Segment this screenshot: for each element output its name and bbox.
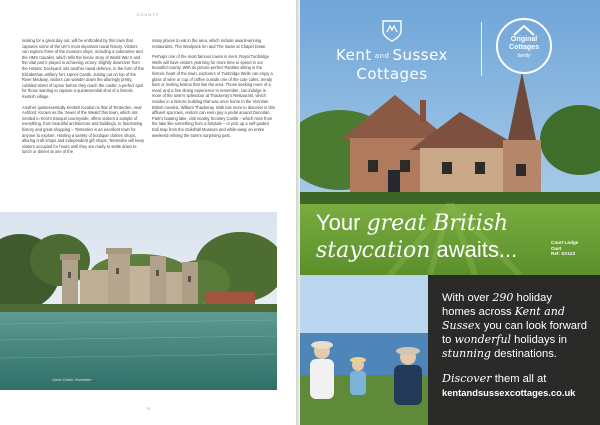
promo-text-part: holidays in: [511, 334, 568, 346]
promo-text-part: you can look forward to: [442, 320, 587, 346]
promo-emphasis: stunning: [442, 347, 491, 360]
original-cottages-badge: [496, 18, 552, 74]
article-column-2: [152, 38, 276, 143]
paragraph: Another quintessentially Kentish location is that of Tenterden, near Ashford. Known as the 'Jewel of the Weald' this town, which sits nestled in Kent's tranquil countryside, offers visitors a sample of everything, from beautiful architecture and buildings, to fascinating history and great shopping – Tenterden is an excellent town for anyone to explore. Hosting a variety of boutique clothes shops, alluring craft shops and independent gift shops, Tenterden will keep visitors occupied for hours until they are ready to settle down to lunch or dinner at one of the: [22, 104, 144, 155]
promo-region: Kent and Sussex: [442, 305, 565, 332]
caption-line: Court Lodge: [551, 240, 579, 245]
badge-line-3: family: [517, 53, 531, 59]
headline-great-british: great British: [366, 211, 509, 236]
left-page: [0, 0, 296, 425]
property-caption: [551, 240, 595, 257]
headline-staycation: staycation: [316, 238, 431, 263]
brand-name-cottages: Cottages: [356, 64, 428, 83]
brand-name-kent: Kent: [336, 46, 372, 64]
photo-credit: Upnor Castle, Rochester: [52, 378, 92, 382]
brand-name-sussex: Sussex: [392, 46, 448, 64]
discover-text: [442, 372, 588, 400]
promo-box: [428, 275, 600, 425]
promo-text-part: destinations.: [490, 348, 557, 360]
discover-ital: Discover: [442, 372, 492, 385]
article-column-1: [22, 38, 144, 160]
paragraph: Perhaps one of the most famous towns in Kent, Royal Tunbridge Wells will have visitors yearning for more time to spend in our beautiful county. With its picture-perfect Pantiles sitting in the historic heart of the town, explorers of Tunbridge Wells can enjoy a glass of wine or cup of coffee outside one of the cute cafes, trendy bars or inviting bistros that line the area. Those seeking more of a meal, and a fine dining experience to remember, can indulge in more of the town's splendour at Thackeray's Restaurant, which resides in a historic building that was once home to the Victorian British novelist, William Thackeray. With lots more to discover in this affluent spa town, visitors can even pay a pedal around Dunorlan Park's boating lake, visit nearby Scotney Castle – which rises from the lake like something from a fairytale – or pick up a self-guided trail map from the Guildhall Museum and while-away an entire weekend reliving the town's surprising past.: [152, 54, 275, 138]
headline: [316, 210, 546, 264]
roof-icon: [512, 24, 536, 36]
running-head: COUNTY: [136, 12, 160, 17]
discover-rest: them all at: [491, 373, 547, 385]
right-page-advert: [300, 0, 600, 425]
brand-name-and: and: [374, 51, 390, 60]
page-number: 74: [145, 406, 151, 411]
promo-text: [442, 291, 588, 361]
paragraph: many places to eat in the area, which include award-winning restaurants, The Woolpack Inn and The Swan at Chapel Down.: [152, 38, 267, 49]
promo-emphasis: wonderful: [454, 333, 512, 346]
brand-logo: [314, 20, 470, 83]
badge-line-1: Original: [510, 36, 538, 43]
badge-line-2: Cottages: [509, 44, 539, 51]
paragraph: looking for a great day out, will be enthralled by this town that captures some of the UK's most important naval history. Visitors can explore three of the museum ships, including a submarine and the HMS Cavalier, which tells the heroic story of World War II and the vital part it played in achieving victory. Slightly downriver from the Historic Dockyard, sits another naval defence, in the form of the Elizabethan artillery fort, Upnor Castle. Jutting out on top of the River Medway, visitors can wander down the alluringly pretty, cobbled street of Upnor before they reach the castle; a perfect spot for those wanting to capture a quintessential shot of a historic Kentish village.: [22, 38, 144, 99]
caption-line: Ref: SX123: [551, 251, 576, 257]
brand-divider: [481, 22, 482, 76]
promo-count: 290: [492, 291, 514, 304]
family-beach-photo: [300, 275, 428, 425]
crest-icon: [382, 20, 402, 42]
caption-line: Oast: [551, 245, 562, 251]
promo-text-part: With over: [442, 292, 493, 304]
promo-text-part: holiday homes across: [442, 292, 552, 318]
headline-your: Your: [316, 210, 367, 235]
brand-name: [314, 46, 470, 65]
headline-awaits: awaits...: [430, 237, 518, 262]
website-link[interactable]: kentandsussexcottages.co.uk: [442, 387, 576, 398]
castle-photo: [0, 212, 277, 390]
